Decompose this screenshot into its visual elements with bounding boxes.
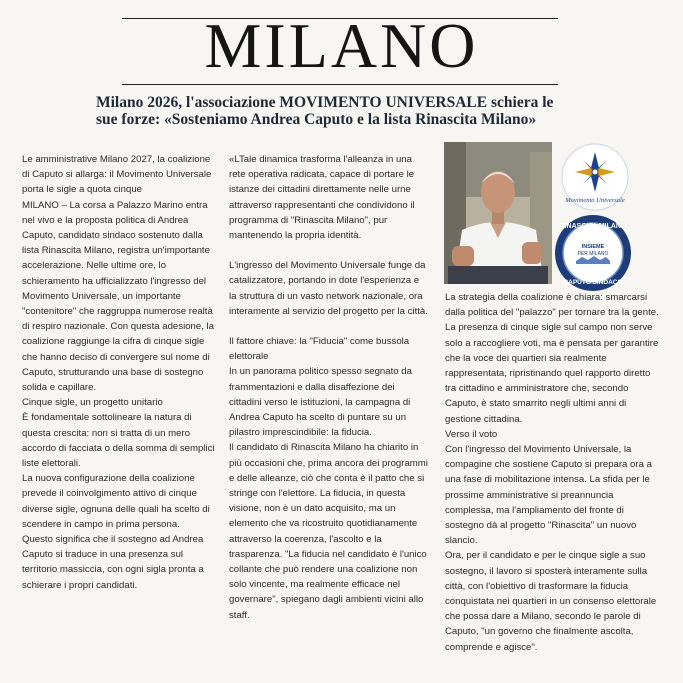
paragraph: L'ingresso del Movimento Universale funge da catalizzatore, portando in dote l'esperienza e la struttura di un vasto network nazionale, ora interamente al servizio del progetto per la città.: [229, 260, 428, 317]
paragraph: Ora, per il candidato e per le cinque sigle a suo sostegno, il lavoro si sposterà interamente sulla città, con l'obiettivo di trasformare la fiducia conquistata nei quartieri in un consenso elettorale che possa dare a Milano, secondo le parole di Caputo, "un governo che finalmente ascolta, comprende e agisce".: [445, 550, 657, 653]
rinascita-milano-logo: [554, 214, 632, 292]
section-heading: Verso il voto: [445, 428, 498, 440]
rinascita-logo-mid1: INSIEME: [581, 244, 605, 250]
movimento-universale-logo: [560, 142, 630, 212]
paragraph: È fondamentale sottolineare la natura di questa crescita: non si tratta di un mero accordo di facciata o della somma di semplici liste elettorali.: [22, 412, 215, 470]
masthead-rule-bottom: [122, 84, 558, 85]
paragraph: La nuova configurazione della coalizione prevede il coinvolgimento attivo di cinque diverse sigle, ognuna delle quali ha scelto di scendere in campo in prima persona.: [22, 473, 210, 530]
paragraph: Questo significa che il sostegno ad Andrea Caputo si traduce in una presenza sul territorio massiccia, con ogni sigla pronta a schierare i propri candidati.: [22, 534, 204, 591]
paragraph: Il candidato di Rinascita Milano ha chiarito in più occasioni che, prima ancora dei programmi e delle alleanze, ciò che conta è il patto che si stringe con l'elettore. La fiducia, in questa visione, non è un dato acquisito, ma un elemento che va ricostruito quotidianamente attraverso la coerenza, l'ascolto e la trasparenza. "La fiducia nel candidato è l'unico collante che può rendere una coalizione non solo vincente, ma realmente efficace nel governare", spiegano dagli ambienti vicini allo staff.: [229, 442, 428, 621]
section-heading: Cinque sigle, un progetto unitario: [22, 397, 163, 409]
paragraph: In un panorama politico spesso segnato da frammentazioni e dalla disaffezione dei cittadini verso le istituzioni, la campagna di Andrea Caputo ha scelto di puntare su un pilastro imprescindibile: la fiducia.: [229, 366, 412, 439]
section-heading: Il fattore chiave: la "Fiducia" come bussola elettorale: [229, 336, 410, 363]
article-column-1: [22, 152, 220, 593]
candidate-photo: [444, 142, 552, 284]
paragraph: Con l'ingresso del Movimento Universale, la compagine che sostiene Caputo si prepara ora a una fase di mobilitazione intensa. La sfida per le prossime amministrative si preannuncia complessa, ma l'ampliamento del fronte di sostegno dà al progetto "Rinascita" un nuovo slancio.: [445, 444, 652, 547]
rinascita-logo-mid2: PER MILANO: [577, 251, 609, 257]
movimento-logo-text: Movimento Universale: [565, 197, 625, 204]
paragraph: MILANO – La corsa a Palazzo Marino entra nel vivo e la proposta politica di Andrea Caputo, candidato sindaco sostenuto dalla lista Rinascita Milano, registra un'importante accelerazione. Nelle ultime ore, lo schieramento ha ufficializzato l'ingresso del Movimento Universale, un importante "contenitore" che raggruppa numerose realtà di respiro nazionale. Con questa adesione, la coalizione raggiunge la cifra di cinque sigle che hanno deciso di convergere sul nome di Caputo, strutturando una base di sostegno solida e capillare.: [22, 199, 215, 394]
masthead-title: MILANO: [204, 10, 479, 81]
paragraph: La strategia della coalizione è chiara: smarcarsi dalla politica del "palazzo" per tornare tra la gente. La presenza di cinque sigle sul campo non serve solo a raccogliere voti, ma è pensata per garantire che la voce dei quartieri sia realmente rappresentata, ripristinando quel rapporto diretto tra cittadino e amministratore che, secondo Caputo, è stato smarrito negli ultimi anni di gestione cittadina.: [445, 292, 659, 425]
paragraph: «LTale dinamica trasforma l'alleanza in una rete operativa radicata, capace di portare le istanze dei cittadini direttamente nelle urne attraverso rappresentanti che condividono il programma di "Rinascita Milano", pur mantenendo la propria identità.: [229, 154, 415, 242]
rinascita-logo-top-text: RINASCITA MILANO: [559, 223, 627, 230]
rinascita-logo-bottom-text: CAPUTO SINDACO: [563, 279, 623, 286]
article-column-3: [445, 290, 659, 655]
article-headline: Milano 2026, l'associazione MOVIMENTO UNIVERSALE schiera le sue forze: «Sosteniamo Andrea Caputo e la lista Rinascita Milano»: [96, 94, 554, 128]
article-column-2: [229, 152, 428, 623]
paragraph: Le amministrative Milano 2027, la coalizione di Caputo si allarga: il Movimento Universale porta le sigle a quota cinque: [22, 154, 212, 196]
